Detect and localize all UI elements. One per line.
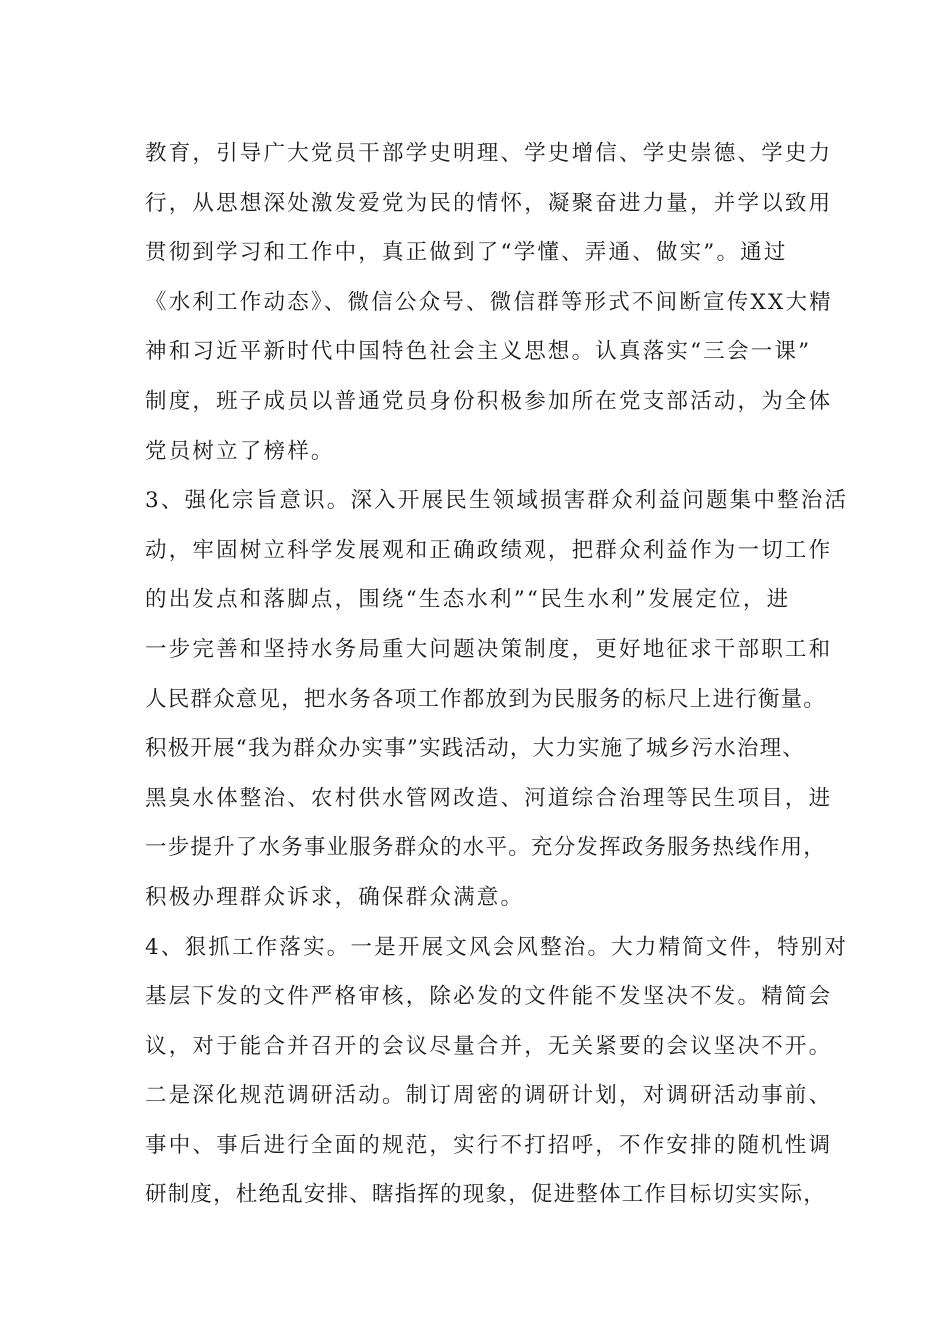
text-line: 动，牢固树立科学发展观和正确政绩观，把群众利益作为一切工作 xyxy=(145,537,833,563)
text-line: 的出发点和落脚点，围绕“生态水利”“民生水利”发展定位，进 xyxy=(145,587,791,613)
text-line: 黑臭水体整治、农村供水管网改造、河道综合治理等民生项目，进 xyxy=(145,785,833,811)
text-line: 人民群众意见，把水务各项工作都放到为民服务的标尺上进行衡量。 xyxy=(145,686,827,712)
text-line: 积极办理群众诉求，确保群众满意。 xyxy=(145,884,525,910)
text-line: 制度，班子成员以普通党员身份积极参加所在党支部活动，为全体 xyxy=(145,388,833,414)
text-line: 一步提升了水务事业服务群众的水平。充分发挥政务服务热线作用， xyxy=(145,835,827,861)
text-line: 3、强化宗旨意识。深入开展民生领域损害群众利益问题集中整治活 xyxy=(145,488,849,514)
text-line: 积极开展“我为群众办实事”实践活动，大力实施了城乡污水治理、 xyxy=(145,736,805,762)
text-line: 事中、事后进行全面的规范，实行不打招呼，不作安排的随机性调 xyxy=(145,1132,833,1158)
text-line: 党员树立了榜样。 xyxy=(145,438,335,464)
text-line: 神和习近平新时代中国特色社会主义思想。认真落实“三会一课” xyxy=(145,339,812,365)
text-line: 《水利工作动态》、微信公众号、微信群等形式不间断宣传XX大精 xyxy=(145,289,833,315)
text-line: 基层下发的文件严格审核，除必发的文件能不发坚决不发。精简会 xyxy=(145,984,833,1010)
text-line: 二是深化规范调研活动。制订周密的调研计划，对调研活动事前、 xyxy=(145,1083,833,1109)
text-line: 议，对于能合并召开的会议尽量合并，无关紧要的会议坚决不开。 xyxy=(145,1033,833,1059)
text-line: 教育，引导广大党员干部学史明理、学史增信、学史崇德、学史力 xyxy=(145,141,833,166)
body-text xyxy=(145,129,849,1220)
text-line: 4、狠抓工作落实。一是开展文风会风整治。大力精简文件，特别对 xyxy=(145,934,849,960)
text-line: 一步完善和坚持水务局重大问题决策制度，更好地征求干部职工和 xyxy=(145,636,833,662)
text-line: 贯彻到学习和工作中，真正做到了“学懂、弄通、做实”。通过 xyxy=(145,240,788,266)
text-line: 研制度，杜绝乱安排、瞎指挥的现象，促进整体工作目标切实实际， xyxy=(145,1182,827,1208)
text-line: 行，从思想深处激发爱党为民的情怀，凝聚奋进力量，并学以致用 xyxy=(145,190,833,216)
